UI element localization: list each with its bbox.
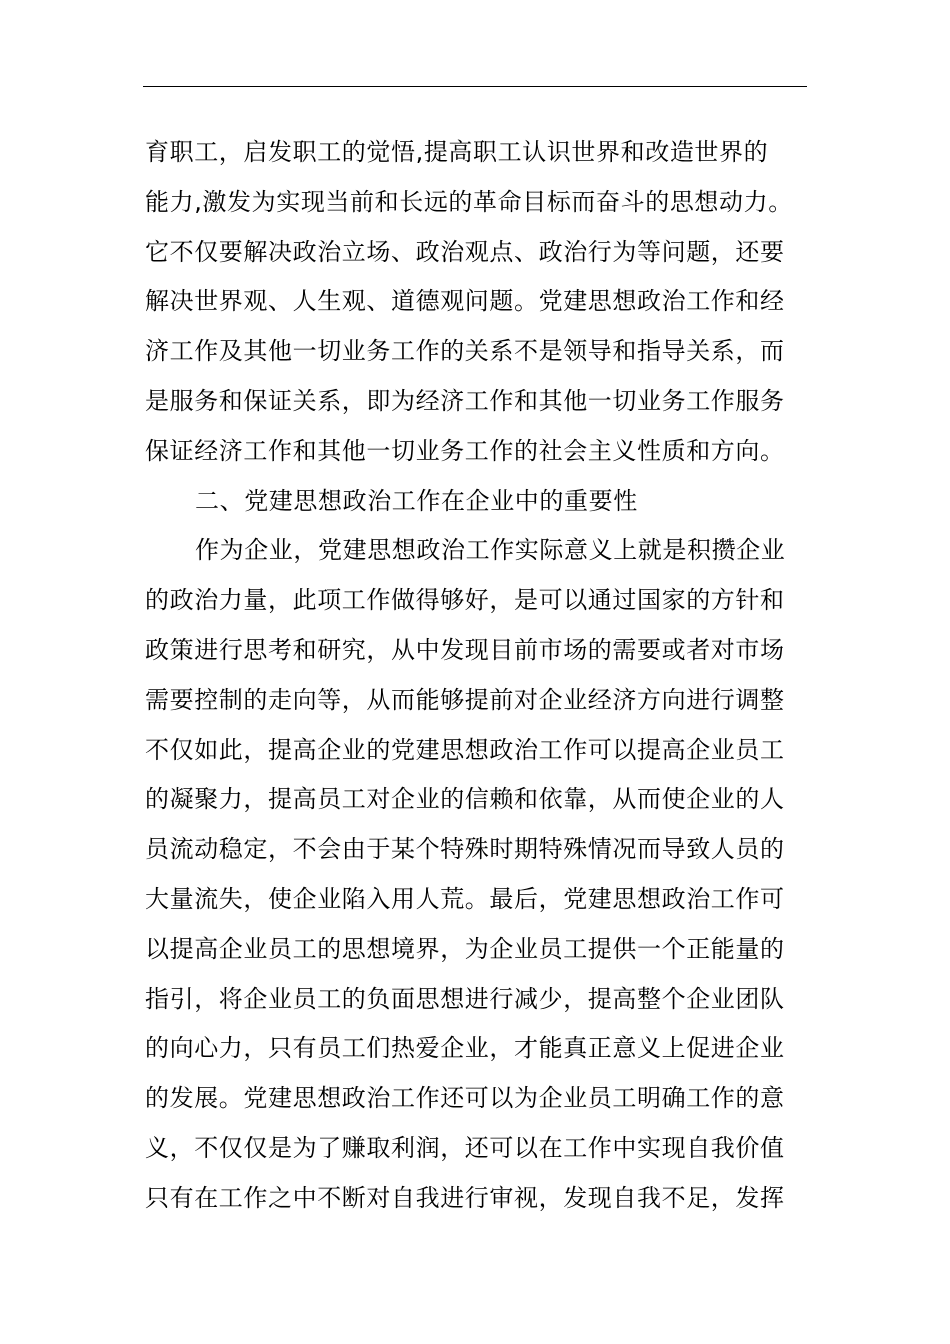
text-line: 只有在工作之中不断对自我进行审视，发现自我不足，发挥	[145, 1183, 785, 1212]
text-line: 的政治力量，此项工作做得够好，是可以通过国家的方针和	[145, 586, 785, 615]
text-line: 是服务和保证关系，即为经济工作和其他一切业务工作服务	[145, 386, 785, 415]
text-line: 以提高企业员工的思想境界，为企业员工提供一个正能量的	[145, 934, 785, 963]
text-line: 大量流失，使企业陷入用人荒。最后，党建思想政治工作可	[145, 884, 785, 913]
text-line: 指引，将企业员工的负面思想进行减少，提高整个企业团队	[145, 984, 785, 1013]
text-line: 它不仅要解决政治立场、政治观点、政治行为等问题，还要	[145, 237, 785, 266]
text-line: 济工作及其他一切业务工作的关系不是领导和指导关系，而	[145, 337, 785, 366]
text-line: 需要控制的走向等，从而能够提前对企业经济方向进行调整	[145, 685, 785, 714]
paragraph-first-line: 作为企业，党建思想政治工作实际意义上就是积攒企业	[195, 536, 786, 565]
text-line: 育职工，启发职工的觉悟,提高职工认识世界和改造世界的	[145, 138, 769, 166]
text-line: 义，不仅仅是为了赚取利润，还可以在工作中实现自我价值	[145, 1133, 785, 1162]
text-line: 解决世界观、人生观、道德观问题。党建思想政治工作和经	[145, 287, 785, 316]
text-line: 保证经济工作和其他一切业务工作的社会主义性质和方向。	[145, 436, 785, 465]
text-line: 政策进行思考和研究，从中发现目前市场的需要或者对市场	[145, 635, 785, 664]
section-heading: 二、党建思想政治工作在企业中的重要性	[195, 486, 638, 515]
text-line: 的向心力，只有员工们热爱企业，才能真正意义上促进企业	[145, 1034, 785, 1063]
text-line: 的凝聚力，提高员工对企业的信赖和依靠，从而使企业的人	[145, 785, 785, 814]
text-line: 能力,激发为实现当前和长远的革命目标而奋斗的思想动力。	[145, 187, 793, 216]
text-line: 不仅如此，提高企业的党建思想政治工作可以提高企业员工	[145, 735, 785, 764]
text-line: 员流动稳定，不会由于某个特殊时期特殊情况而导致人员的	[145, 835, 785, 864]
header-rule	[143, 86, 807, 87]
body-text	[145, 128, 810, 1224]
text-line: 的发展。党建思想政治工作还可以为企业员工明确工作的意	[145, 1084, 785, 1113]
